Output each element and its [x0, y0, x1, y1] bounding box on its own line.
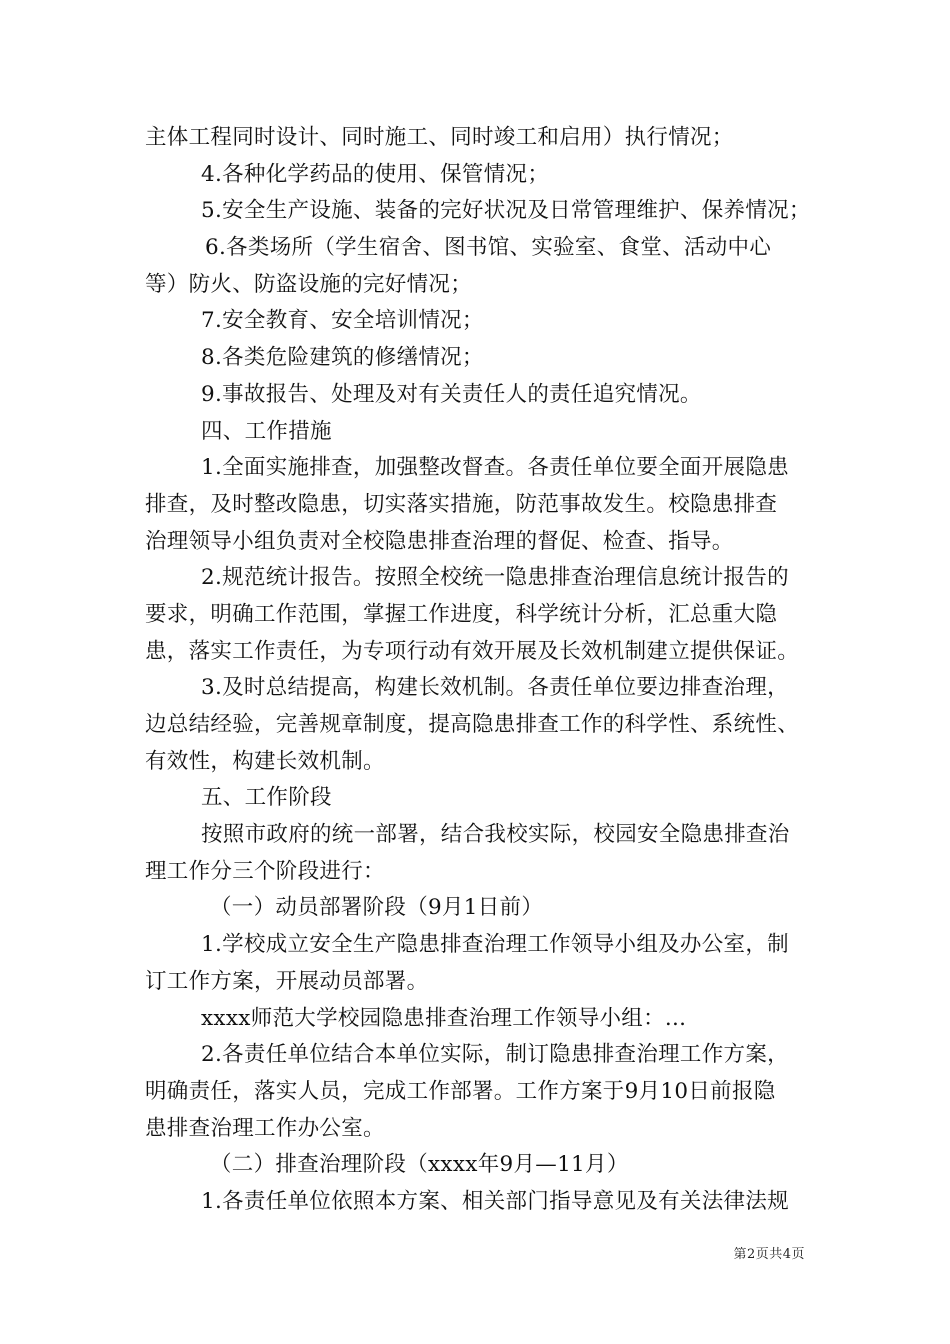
paragraph-line: 主体工程同时设计、同时施工、同时竣工和启用）执行情况；	[145, 125, 734, 150]
paragraph-line: 3.及时总结提高，构建长效机制。各责任单位要边排查治理，	[201, 675, 789, 701]
paragraph-line: 4.各种化学药品的使用、保管情况；	[201, 161, 550, 187]
document-body	[145, 120, 825, 1221]
paragraph-line: 1.学校成立安全生产隐患排查治理工作领导小组及办公室，制	[201, 932, 789, 958]
paragraph-line: 2.规范统计报告。按照全校统一隐患排查治理信息统计报告的	[201, 565, 789, 591]
paragraph-line: 订工作方案，开展动员部署。	[145, 968, 429, 994]
paragraph-line: 排查，及时整改隐患，切实落实措施，防范事故发生。校隐患排查	[145, 491, 778, 517]
paragraph-line: xxxx师范大学校园隐患排查治理工作领导小组：...	[201, 1005, 687, 1031]
paragraph-line: 等）防火、防盗设施的完好情况；	[145, 271, 473, 297]
paragraph-line: 边总结经验，完善规章制度，提高隐患排查工作的科学性、系统性、	[145, 712, 800, 737]
paragraph-line: 要求，明确工作范围，掌握工作进度，科学统计分析，汇总重大隐	[145, 601, 778, 627]
paragraph-line: 8.各类危险建筑的修缮情况；	[201, 345, 484, 371]
section-heading: 四、工作措施	[201, 418, 332, 444]
paragraph-line: 7.安全教育、安全培训情况；	[201, 308, 484, 334]
paragraph-line: 1.全面实施排查，加强整改督查。各责任单位要全面开展隐患	[201, 455, 789, 481]
section-heading: 五、工作阶段	[201, 785, 332, 811]
paragraph-line: 按照市政府的统一部署，结合我校实际，校园安全隐患排查治	[201, 822, 790, 848]
paragraph-line: 6.各类场所（学生宿舍、图书馆、实验室、食堂、活动中心	[205, 235, 772, 261]
paragraph-line: 明确责任，落实人员，完成工作部署。工作方案于9月10日前报隐	[145, 1078, 776, 1104]
paragraph-line: 有效性，构建长效机制。	[145, 748, 385, 774]
paragraph-line: 患，落实工作责任，为专项行动有效开展及长效机制建立提供保证。	[145, 638, 800, 664]
paragraph-line: 5.安全生产设施、装备的完好状况及日常管理维护、保养情况；	[201, 198, 811, 224]
paragraph-line: 2.各责任单位结合本单位实际，制订隐患排查治理工作方案，	[201, 1042, 789, 1068]
subsection-heading: （二）排查治理阶段（xxxx年9月—11月）	[210, 1152, 629, 1178]
paragraph-line: 1.各责任单位依照本方案、相关部门指导意见及有关法律法规	[201, 1188, 789, 1214]
page-number: 第2页共4页	[733, 1247, 805, 1262]
subsection-heading: （一）动员部署阶段（9月1日前）	[210, 895, 544, 921]
paragraph-line: 患排查治理工作办公室。	[145, 1115, 385, 1141]
paragraph-line: 9.事故报告、处理及对有关责任人的责任追究情况。	[201, 381, 702, 407]
paragraph-line: 理工作分三个阶段进行：	[145, 858, 385, 884]
paragraph-line: 治理领导小组负责对全校隐患排查治理的督促、检查、指导。	[145, 528, 734, 554]
